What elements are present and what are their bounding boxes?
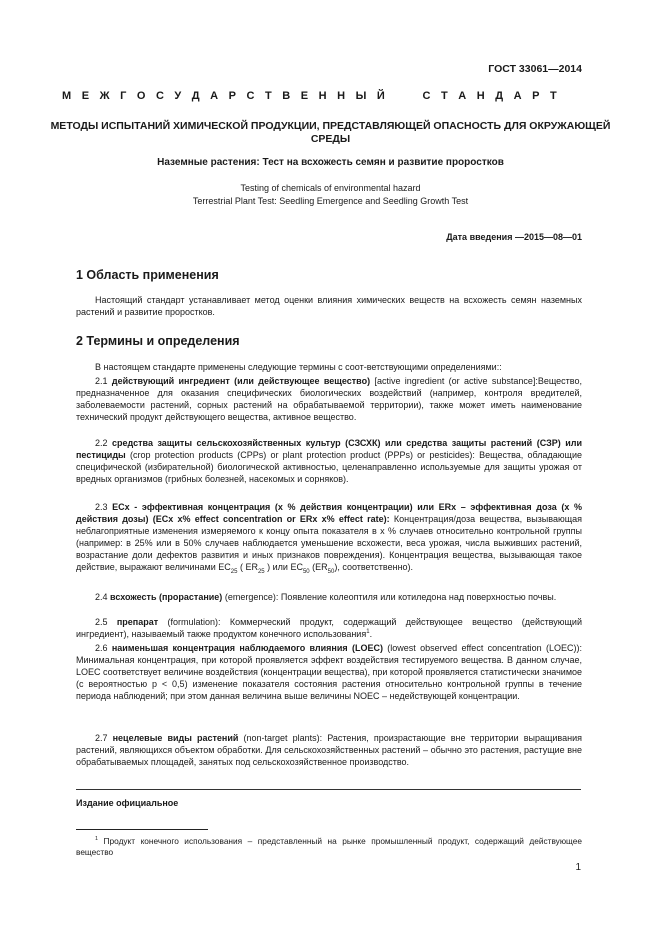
banner-letter: Н	[476, 90, 485, 102]
term-number: 2.6	[95, 643, 108, 653]
section-1-heading: 1 Область применения	[76, 268, 219, 282]
page-number: 1	[575, 862, 581, 873]
term-2-3	[76, 502, 582, 573]
term-2-6	[76, 643, 582, 703]
term-2-5	[76, 617, 582, 641]
banner-letter: Е	[300, 90, 309, 102]
term-definition: (formulation): Коммерческий продукт, содержащий действующее вещество (действующий ингредиент), называемый также продуктом конечного использования	[76, 617, 582, 639]
term-name: действующий ингредиент (или действующее вещество)	[111, 376, 371, 386]
banner-letter: Д	[495, 90, 504, 102]
term-definition-part: ), соответственно).	[334, 561, 414, 572]
footnote-text: Продукт конечного использования – представленный на рынке промышленный продукт, содержащий действующее вещество	[76, 836, 582, 857]
term-name: препарат	[116, 617, 159, 627]
term-2-1	[76, 376, 582, 424]
banner-letter: А	[210, 90, 219, 102]
footnote	[76, 836, 582, 858]
banner-letter: Г	[120, 90, 127, 102]
banner-letter: С	[155, 90, 164, 102]
banner-letter: Т	[441, 90, 448, 102]
term-definition: (emergence): Появление колеоптиля или котиледона над поверхностью почвы.	[224, 592, 557, 602]
standard-code: ГОСТ 33061—2014	[488, 63, 582, 75]
section-2-intro: В настоящем стандарте применены следующие термины с соот-ветствующими определениями::	[95, 362, 502, 372]
banner-letter	[395, 90, 398, 102]
banner-letter: Д	[191, 90, 200, 102]
standard-banner	[62, 90, 557, 102]
banner-letter: У	[174, 90, 182, 102]
section-2-heading: 2 Термины и определения	[76, 334, 240, 348]
term-name: средства защиты сельскохозяйственных культур (СЗСХК) или средства защиты растений (СЗР) или пестициды	[76, 438, 582, 460]
banner-letter: А	[458, 90, 467, 102]
banner-letter: Н	[337, 90, 346, 102]
term-name: ECx - эффективная концентрация (x % действия концентрации) или ERx – эффективная доза (x % действия дозы) (ECx x% effect concentration or ERx x% effect rate):	[76, 502, 582, 524]
banner-letter: В	[282, 90, 291, 102]
term-number: 2.5	[95, 617, 108, 627]
term-2-2	[76, 438, 582, 486]
footnote-ref[interactable]: 1	[366, 628, 370, 635]
term-2-7	[76, 733, 582, 769]
term-number: 2.2	[95, 438, 108, 448]
banner-letter: Т	[265, 90, 272, 102]
document-subtitle: Наземные растения: Тест на всхожесть семян и развитие проростков	[157, 157, 504, 168]
term-number: 2.1	[95, 376, 108, 386]
term-definition-part: ) или EC	[264, 561, 303, 572]
banner-letter: М	[62, 90, 72, 102]
term-definition: (crop protection products (CPPs) or plant protection product (PPPs) or pesticides): Вещества, обладающие специфической (избирательной) биологической активностью, целенаправленно используемые для защиты урожая от вредных организмов (грибных болезней, насекомых и сорняков).	[76, 449, 582, 484]
term-definition: [active ingredient (or active substance]:Вещество, предназначенное для оказания специфических биологических воздействий (например, контроля вредителей, заболеваемости растений, сорных растений на обрабатываемой территории), также может иметь наименование технический продукт действующего вещества, активное вещество.	[76, 376, 582, 422]
english-title	[50, 182, 611, 208]
term-definition: (non-target plants): Растения, произрастающие вне территории выращивания растений, являющихся объектом обработки. Для сельскохозяйственных растений – обычно это растения, растущие вне обрабатываемых площадей, занятых под сельскохозяйственное производство.	[76, 733, 582, 767]
term-definition-part: ( ER	[237, 561, 258, 572]
term-name: наименьшая концентрация наблюдаемого влияния (LOEC)	[111, 643, 383, 653]
term-end: .	[369, 628, 373, 639]
document-title: МЕТОДЫ ИСПЫТАНИЙ ХИМИЧЕСКОЙ ПРОДУКЦИИ, ПРЕДСТАВЛЯЮЩЕЙ ОПАСНОСТЬ ДЛЯ ОКРУЖАЮЩЕЙ СРЕДЫ	[50, 120, 611, 145]
term-number: 2.7	[95, 733, 108, 743]
footnote-marker: 1	[95, 836, 99, 843]
subscript: 50	[327, 568, 335, 575]
banner-letter: Ы	[355, 90, 367, 102]
banner-letter: О	[136, 90, 146, 102]
subscript: 25	[257, 568, 265, 575]
subscript: 50	[302, 568, 310, 575]
section-1-text: Настоящий стандарт устанавливает метод оценки влияния химических веществ на всхожесть семян наземных растений и развитие проростков.	[76, 295, 582, 317]
introduction-date: Дата введения —2015—08—01	[446, 232, 582, 242]
term-number: 2.4	[95, 592, 108, 602]
banner-letter: С	[422, 90, 431, 102]
term-definition: (lowest observed effect concentration (LOEC)): Минимальная концентрация, при которой проявляется эффект воздействия тестируемого вещества. В данном случае, LOEC соответствует величине воздействия (концентрации вещества), при которой проявляется статистически значимое (с вероятностью p < 0,5) изменение показателя состояния растения относительно контрольной группы в течение периода наблюдений; при этом данная величина выше величины NOEC – недействующей концентрации.	[76, 643, 583, 701]
footnote-divider	[76, 829, 208, 830]
banner-letter: Т	[550, 90, 557, 102]
banner-letter: Е	[81, 90, 90, 102]
official-edition-label: Издание официальное	[76, 798, 179, 808]
banner-letter: Р	[532, 90, 540, 102]
term-name: нецелевые виды растений	[112, 733, 239, 743]
term-definition: Концентрация/доза вещества, вызывающая неблагоприятные изменения измеряемого к концу опыта показателя в x % случаев относительно контрольной группы (например: в 25% или в 50% случаев наблюдается уменьшение всхожести, веса урожая, числа выживших растений, возрастание доли дефектов развития и иных признаков повреждения). Концентрация вещества, вызывающая такое действие, выражают величинами EC	[76, 513, 582, 572]
term-number: 2.3	[95, 502, 108, 512]
term-2-4	[76, 592, 582, 604]
english-title-line-2: Terrestrial Plant Test: Seedling Emergence and Seedling Growth Test	[192, 196, 469, 206]
banner-letter: Й	[376, 90, 385, 102]
banner-letter: Н	[318, 90, 327, 102]
banner-letter: А	[513, 90, 522, 102]
banner-letter	[409, 90, 412, 102]
banner-letter: С	[246, 90, 255, 102]
term-name: всхожесть (прорастание)	[110, 592, 223, 602]
english-title-line-1: Testing of chemicals of environmental hazard	[240, 183, 421, 193]
banner-letter: Ж	[99, 90, 110, 102]
divider	[76, 789, 581, 790]
term-definition-part: (ER	[309, 561, 328, 572]
subscript: 25	[230, 568, 238, 575]
banner-letter: Р	[228, 90, 236, 102]
